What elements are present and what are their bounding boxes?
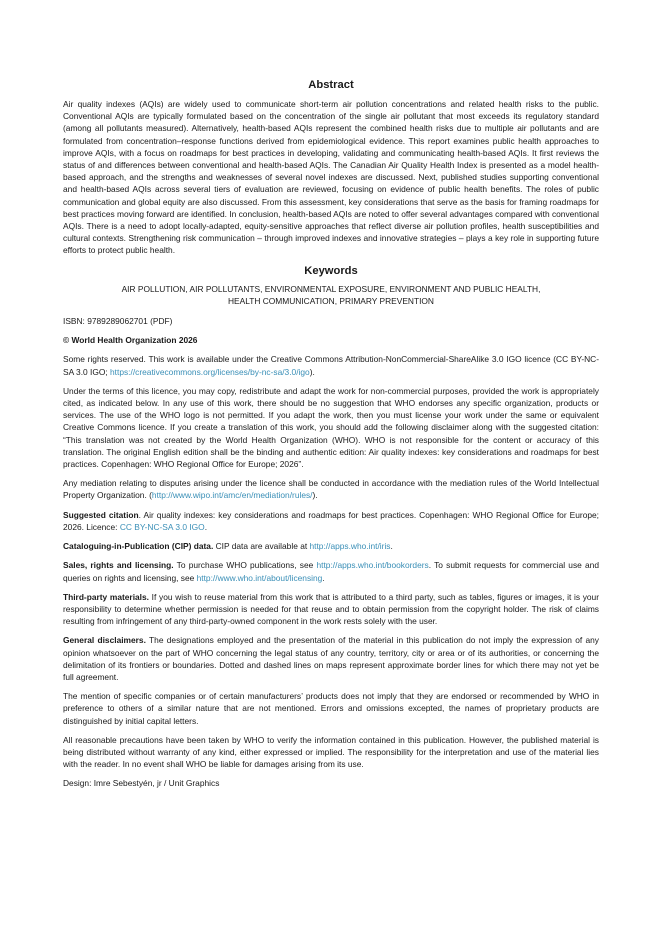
keywords-line: AIR POLLUTION, AIR POLLUTANTS, ENVIRONMENTAL EXPOSURE, ENVIRONMENT AND PUBLIC HEALTH, (121, 283, 541, 294)
third-party-label: Third-party materials. (63, 591, 149, 602)
sales-text-2: . To submit requests for commercial use and queries on rights and licensing, see (63, 560, 599, 583)
cip-text: CIP data are available at (213, 541, 310, 552)
bookorders-link[interactable]: http://apps.who.int/bookorders (316, 560, 429, 571)
licence-link[interactable]: CC BY-NC-SA 3.0 IGO (119, 521, 205, 532)
abstract-body: Air quality indexes (AQIs) are widely used to communicate short-term air pollution concentrations and related health risks to the public. Conventional AQIs are typically formulated based on the concentration of the single air pollutant that most exceeds its regulatory standard (among all pollutants measured). Alternatively, health-based AQIs represent the combined health risks due to multiple air pollutants and are formulated from concentration–response functions derived from epidemiological evidence. This report examines public health approaches to improve AQIs, with a focus on roadmaps for best practices in developing, validating and communicating health-based AQIs. It first reviews the status of and differences between conventional and health-based AQIs. The Canadian Air Quality Health Index is presented as a model health-based approach, and the strengths and weaknesses of several novel indexes are discussed. Next, published studies supporting conventional and health-based AQIs across several tiers of evaluation are reviewed, focusing on evidence of public health benefits. The roles of public communication and global equity are also discussed. From this assessment, key considerations that serve as the basis for framing roadmaps for best practices moving forward are identified. In conclusion, health-based AQIs are noted to offer several advantages compared with conventional AQIs. There is a need to adopt locally-adapted, equity-sensitive approaches that reflect diverse air pollution profiles, health susceptibilities and cultural contexts. Strengthening risk communication – through improved indexes and innovative strategies – plays a key role in supporting future efforts to protect public health. (63, 99, 599, 256)
keywords-list (63, 283, 599, 307)
suggested-citation-paragraph (63, 509, 599, 533)
isbn: ISBN: 9789289062701 (PDF) (63, 316, 173, 327)
keywords-heading: Keywords (304, 264, 358, 277)
sales-label: Sales, rights and licensing. (63, 560, 174, 571)
cip-paragraph (63, 540, 599, 552)
citation-end: . (204, 521, 208, 532)
suggested-citation-label: Suggested citation (63, 509, 139, 520)
sales-text: To purchase WHO publications, see (173, 560, 317, 571)
companies-paragraph: The mention of specific companies or of certain manufacturers’ products does not imply that they are endorsed or recommended by WHO in preference to others of a similar nature that are not mentioned. Errors and omissions excepted, the names of proprietary products are distinguished by initial capital letters. (63, 691, 599, 726)
mediation-paragraph (63, 477, 599, 501)
rights-paragraph (63, 353, 599, 377)
copyright: © World Health Organization 2026 (63, 335, 198, 346)
cc-licence-link[interactable]: https://creativecommons.org/licenses/by-nc-sa/3.0/igo (110, 366, 310, 377)
mediation-text: Any mediation relating to disputes arising under the licence shall be conducted in accordance with the mediation rules of the World Intellectual Property Organization. ( (63, 478, 599, 501)
precautions-paragraph: All reasonable precautions have been taken by WHO to verify the information contained in this publication. However, the published material is being distributed without warranty of any kind, either expressed or implied. The responsibility for the interpretation and use of the material lies with the reader. In no event shall WHO be liable for damages arising from its use. (63, 734, 599, 770)
wipo-mediation-link[interactable]: http://www.wipo.int/amc/en/mediation/rules/ (151, 490, 313, 501)
mediation-text-end: ). (312, 490, 318, 501)
iris-link[interactable]: http://apps.who.int/iris (309, 541, 391, 552)
abstract-heading: Abstract (308, 79, 354, 91)
general-disclaimers-text: The designations employed and the presentation of the material in this publication do not imply the expression of any opinion whatsoever on the part of WHO concerning the legal status of any country, territory, city or area or of its authorities, or concerning the delimitation of its frontiers or boundaries. Dotted and dashed lines on maps represent approximate border lines for which there may not yet be full agreement. (63, 635, 599, 682)
design-credit: Design: Imre Sebestyén, jr / Unit Graphics (63, 778, 220, 789)
general-disclaimers-label: General disclaimers. (63, 635, 146, 646)
keywords-line: HEALTH COMMUNICATION, PRIMARY PREVENTION (228, 295, 434, 306)
rights-text-end: ). (309, 366, 315, 377)
cip-end: . (390, 541, 393, 552)
sales-paragraph (63, 559, 599, 583)
rights-text: Some rights reserved. This work is available under the Creative Commons Attribution-NonCommercial-ShareAlike 3.0 IGO licence (CC BY-NC-SA 3.0 IGO; (63, 354, 599, 377)
third-party-paragraph (63, 591, 599, 628)
third-party-text: If you wish to reuse material from this work that is attributed to a third party, such as tables, figures or images, it is your responsibility to determine whether permission is needed for that reuse and to obtain permission from the copyright holder. The risk of claims resulting from infringement of any third-party-owned component in the work rests solely with the user. (63, 591, 599, 627)
suggested-citation-text: . Air quality indexes: key considerations and roadmaps for best practices. Copenhagen: WHO Regional Office for Europe; 2026. Licence: (63, 509, 599, 532)
sales-end: . (322, 572, 325, 583)
licensing-link[interactable]: http://www.who.int/about/licensing (196, 572, 323, 583)
general-disclaimers-paragraph (63, 634, 599, 683)
cip-label: Cataloguing-in-Publication (CIP) data. (63, 541, 214, 552)
licence-terms-paragraph: Under the terms of this licence, you may copy, redistribute and adapt the work for non-commercial purposes, provided the work is appropriately cited, as indicated below. In any use of this work, there should be no suggestion that WHO endorses any specific organization, products or services. The use of the WHO logo is not permitted. If you adapt the work, then you must license your work under the same or equivalent Creative Commons licence. If you create a translation of this work, you should add the following disclaimer along with the suggested citation: “This translation was not created by the World Health Organization (WHO). WHO is not responsible for the content or accuracy of this translation. The original English edition shall be the binding and authentic edition: Air quality indexes: key considerations and roadmaps for best practices. Copenhagen: WHO Regional Office for Europe; 2026”. (63, 385, 599, 470)
